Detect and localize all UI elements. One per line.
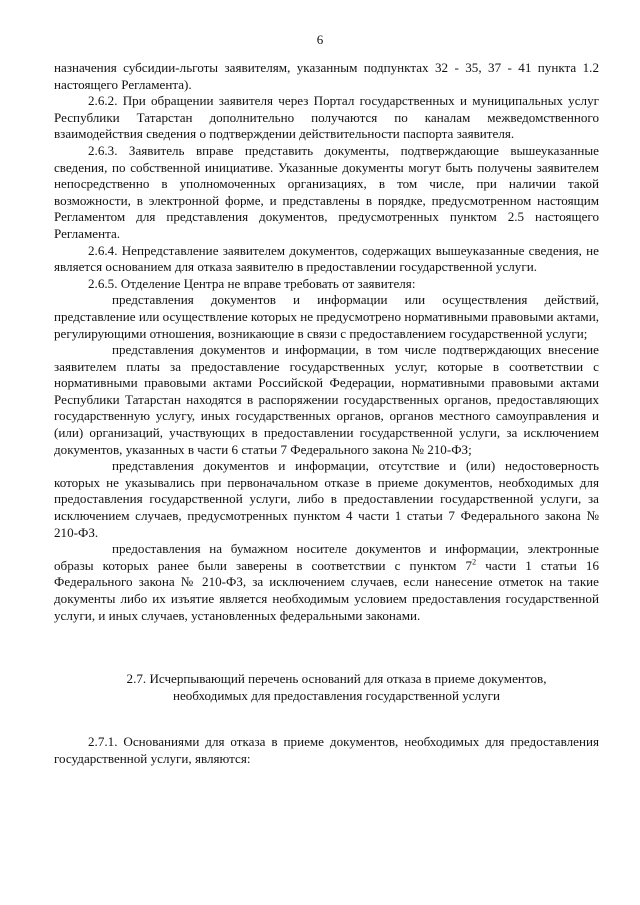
list-item-2: представления документов и информации, в том числе подтверждающих внесение заявителем платы за предоставление государственных услуг, которые в соответствии с нормативными правовыми актами Российской Федерации, нормативными правовыми актами Республики Татарстан находятся в распоряжении государственных органов, предоставляющих государственную услугу, иных государственных органов, органов местного самоуправления и (или) организаций, участвующих в предоставлении государственной услуги, за исключением документов, указанных в части 6 статьи 7 Федерального закона № 210-ФЗ;	[54, 342, 599, 457]
list-item-4-text-b: части 1 статьи 16 Федерального закона № 210-ФЗ, за исключением случаев, если нанесение отметок на такие документы либо их изъятие является необходимым условием предоставления государственной услуги, и иных случаев, установленных федеральными законами.	[54, 557, 599, 623]
list-item-4-text-a: предоставления на бумажном носителе документов и информации, электронные образы которых ранее были заверены в соответствии с пунктом 7	[54, 541, 599, 573]
heading-line-2: необходимых для предоставления государственной услуги	[172, 688, 501, 704]
paragraph-2-7-1: 2.7.1. Основаниями для отказа в приеме документов, необходимых для предоставления государственной услуги, являются:	[54, 734, 599, 766]
page-number: 6	[316, 32, 324, 47]
paragraph-2-6-5: 2.6.5. Отделение Центра не вправе требовать от заявителя:	[88, 275, 416, 291]
list-item-4	[54, 541, 599, 624]
document-body	[54, 60, 599, 767]
paragraph-2-6-2: 2.6.2. При обращении заявителя через Портал государственных и муниципальных услуг Республики Татарстан дополнительно получаются по каналам межведомственного взаимодействия сведения о подтверждении действительности паспорта заявителя.	[54, 93, 599, 142]
section-heading-2-7	[54, 670, 599, 704]
paragraph-continuation: назначения субсидии-льготы заявителям, указанным подпунктах 32 - 35, 37 - 41 пункта 1.2 настоящего Регламента).	[54, 60, 599, 92]
paragraph-2-6-4: 2.6.4. Непредставление заявителем документов, содержащих вышеуказанные сведения, не является основанием для отказа заявителю в предоставлении государственной услуги.	[54, 242, 599, 275]
paragraph-2-6-3: 2.6.3. Заявитель вправе представить документы, подтверждающие вышеуказанные сведения, по собственной инициативе. Указанные документы могут быть получены заявителем непосредственно в уполномоченных организациях, в том числе, при наличии такой возможности, в электронной форме, и представлены в порядке, предусмотренном настоящим Регламентом для представления документов, предусмотренных пунктом 2.5 настоящего Регламента.	[54, 142, 599, 241]
list-item-3: представления документов и информации, отсутствие и (или) недостоверность которых не указывались при первоначальном отказе в приеме документов, необходимых для предоставления государственной услуги, либо в предоставлении государственной услуги, за исключением случаев, предусмотренных пунктом 4 части 1 статьи 7 Федерального закона № 210-ФЗ.	[54, 458, 599, 540]
superscript-marker: 2	[472, 557, 477, 567]
heading-line-1: 2.7. Исчерпывающий перечень оснований для отказа в приеме документов,	[126, 671, 547, 687]
list-item-1: представления документов и информации или осуществления действий, представление или осуществление которых не предусмотрено нормативными правовыми актами, регулирующими отношения, возникающие в связи с предоставлением государственной услуги;	[54, 292, 599, 341]
